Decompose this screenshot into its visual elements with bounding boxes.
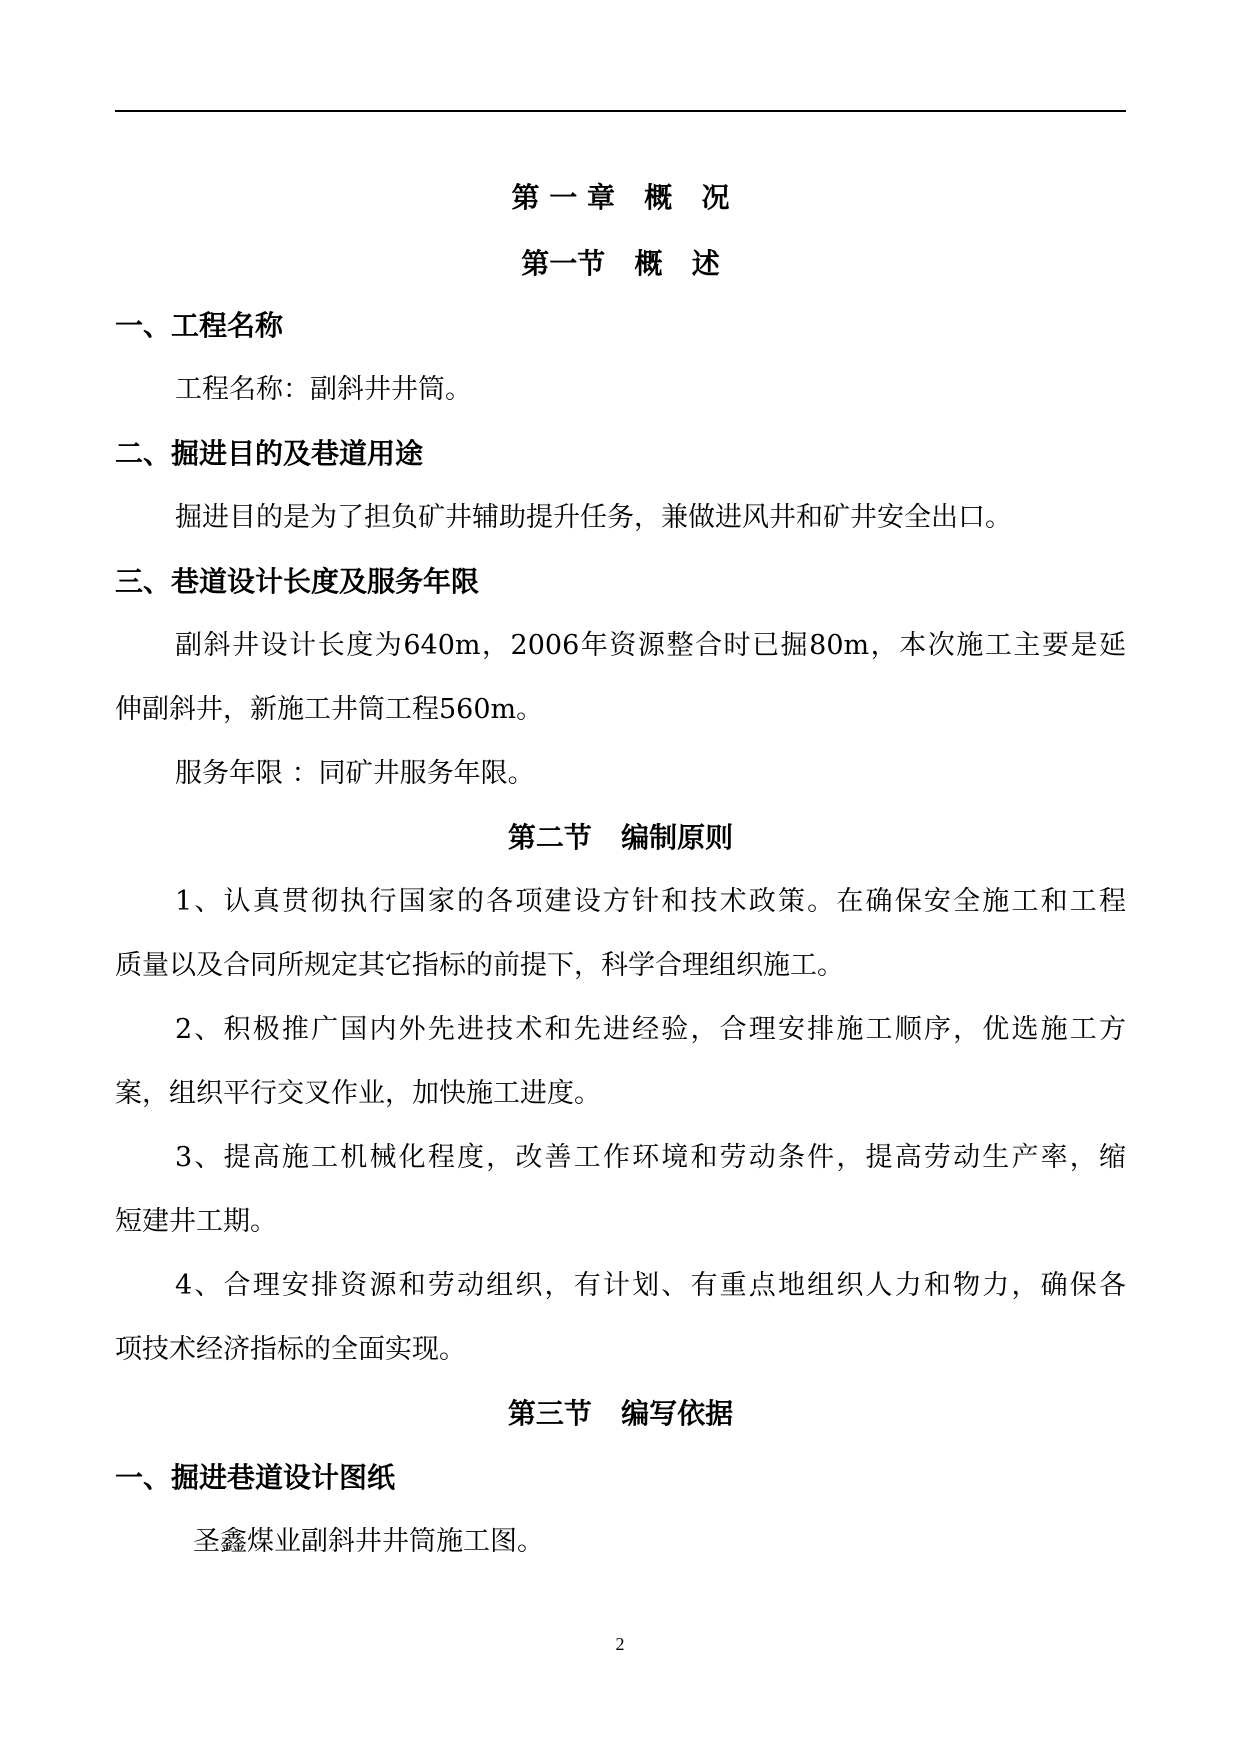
header-rule (115, 110, 1126, 112)
length-text-line-2: 伸副斜井，新施工井筒工程560m。 (115, 694, 544, 725)
purpose-text: 掘进目的是为了担负矿井辅助提升任务，兼做进风井和矿井安全出口。 (175, 502, 1012, 533)
principle-4-line-2: 项技术经济指标的全面实现。 (115, 1334, 466, 1365)
principle-2-line-2: 案，组织平行交叉作业，加快施工进度。 (115, 1078, 601, 1109)
section-title-3: 第三节 编写依据 (507, 1397, 734, 1430)
service-life-text: 服务年限 ：同矿井服务年限。 (175, 758, 535, 789)
principle-3-line-2: 短建井工期。 (115, 1206, 277, 1237)
principle-4-line-1: 4、合理安排资源和劳动组织，有计划、有重点地组织人力和物力，确保各 (175, 1270, 1126, 1301)
principle-2-line-1: 2、积极推广国内外先进技术和先进经验，合理安排施工顺序，优选施工方 (175, 1014, 1126, 1045)
principle-1-line-2: 质量以及合同所规定其它指标的前提下，科学合理组织施工。 (115, 950, 844, 981)
principle-3-line-1: 3、提高施工机械化程度，改善工作环境和劳动条件，提高劳动生产率，缩 (175, 1142, 1126, 1173)
chapter-title: 第 一 章 概 况 (511, 181, 730, 214)
design-drawings-text: 圣鑫煤业副斜井井筒施工图。 (193, 1526, 544, 1557)
project-name-text: 工程名称：副斜井井筒。 (175, 374, 472, 405)
item-heading-purpose: 二、掘进目的及巷道用途 (115, 437, 424, 470)
section-title-1: 第一节 概 述 (521, 247, 720, 280)
section-title-2: 第二节 编制原则 (507, 821, 734, 854)
page-number: 2 (615, 1634, 625, 1654)
item-heading-design-drawings: 一、掘进巷道设计图纸 (115, 1461, 396, 1494)
length-text-line-1: 副斜井设计长度为640m，2006年资源整合时已掘80m，本次施工主要是延 (175, 630, 1126, 661)
item-heading-length: 三、巷道设计长度及服务年限 (115, 565, 480, 598)
principle-1-line-1: 1、认真贯彻执行国家的各项建设方针和技术政策。在确保安全施工和工程 (175, 886, 1126, 917)
item-heading-project-name: 一、工程名称 (115, 309, 284, 342)
